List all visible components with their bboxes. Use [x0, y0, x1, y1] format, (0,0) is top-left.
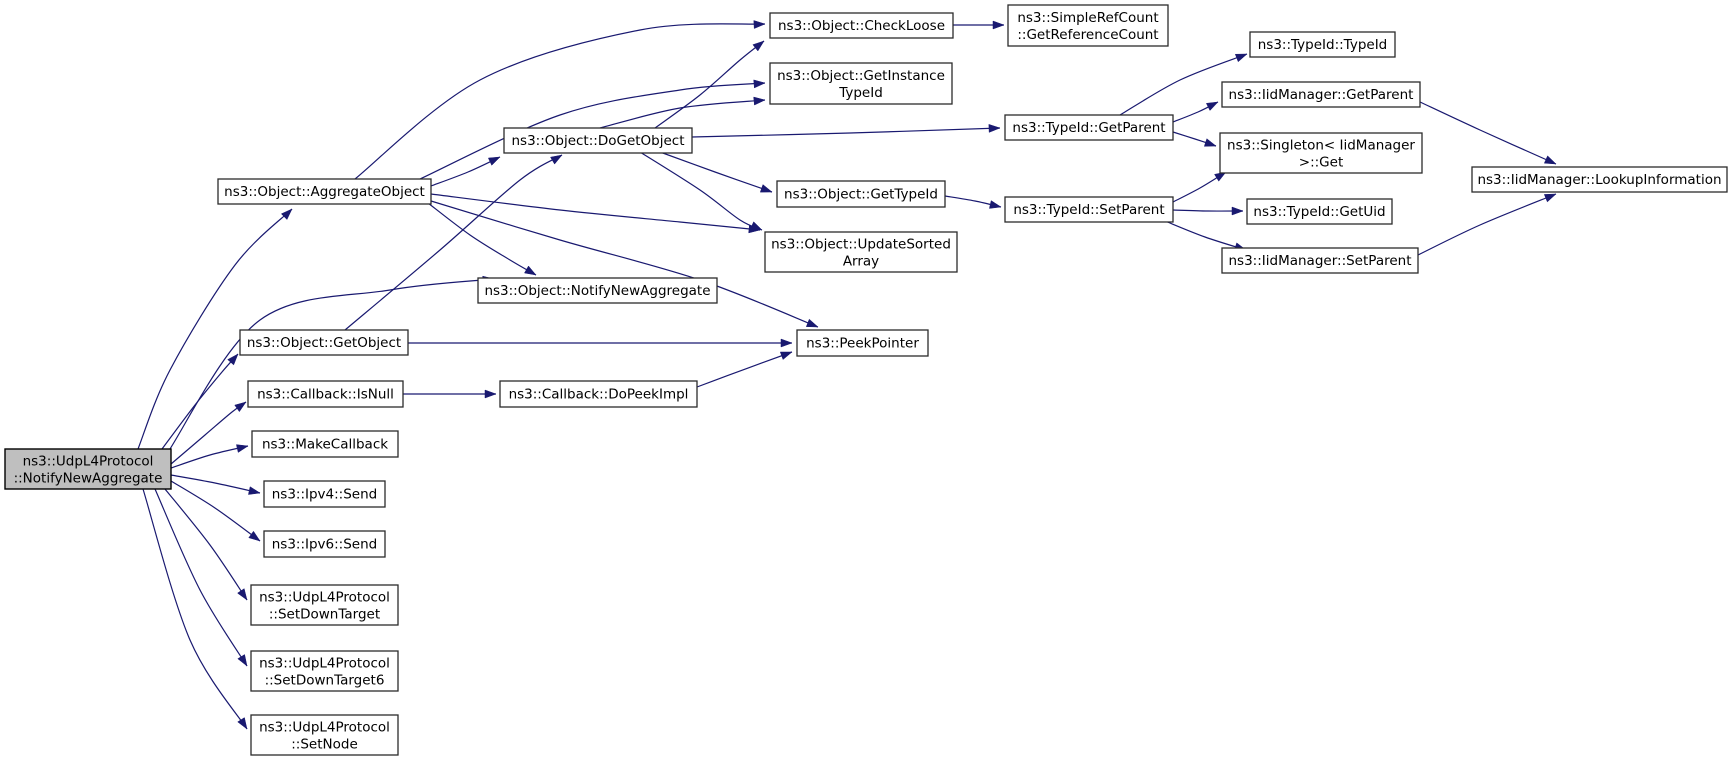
node-label — [1013, 202, 1164, 218]
node-label-line: ns3::Ipv6::Send — [271, 536, 378, 553]
node-label — [484, 283, 710, 299]
node-udp-l4-set-node[interactable] — [251, 715, 398, 755]
node-label-line: ns3::IidManager::LookupInformation — [1477, 172, 1722, 188]
node-label — [1229, 253, 1412, 269]
node-label-line: ns3::Callback::IsNull — [257, 386, 394, 403]
node-label — [247, 335, 401, 351]
node-label — [806, 336, 919, 352]
node-callback-is-null[interactable] — [248, 381, 403, 407]
node-label-line: ns3::TypeId::SetParent — [1013, 202, 1165, 218]
node-label — [1258, 37, 1388, 53]
node-label-line: TypeId — [839, 85, 883, 101]
node-iid-manager-set-parent[interactable] — [1222, 248, 1418, 273]
node-label-line: ns3::Object::DoGetObject — [511, 133, 685, 149]
node-label-line: ns3::Callback::DoPeekImpl — [508, 386, 689, 403]
node-label-line: ns3::Object::UpdateSorted — [771, 236, 951, 253]
node-udp-l4-notify-new-aggregate[interactable] — [5, 449, 171, 489]
node-object-update-sorted-array[interactable] — [765, 232, 957, 272]
node-label — [272, 537, 378, 553]
node-object-get-instance-type-id[interactable] — [770, 63, 952, 104]
node-label-line: ::SetDownTarget6 — [264, 672, 385, 689]
node-label — [1477, 172, 1721, 188]
node-label — [1017, 10, 1158, 43]
node-label — [509, 387, 689, 403]
node-udp-l4-set-down-target6[interactable] — [251, 651, 398, 691]
node-label — [259, 590, 390, 623]
node-label-line: ns3::Object::GetObject — [246, 335, 402, 351]
node-udp-l4-set-down-target[interactable] — [251, 585, 398, 625]
node-label-line: ns3::Object::CheckLoose — [777, 18, 946, 34]
node-simple-ref-count-get-reference-count[interactable] — [1008, 5, 1168, 46]
node-peek-pointer[interactable] — [797, 330, 928, 356]
node-iid-manager-get-parent[interactable] — [1222, 82, 1420, 107]
node-type-id-get-parent[interactable] — [1005, 115, 1173, 140]
node-singleton-iid-manager-get[interactable] — [1220, 133, 1422, 173]
node-label — [784, 187, 938, 203]
node-label — [257, 387, 394, 403]
node-object-get-object[interactable] — [240, 330, 408, 355]
node-label-line: ::NotifyNewAggregate — [13, 470, 163, 487]
node-label-line: ns3::TypeId::TypeId — [1257, 37, 1388, 53]
node-label-line: ns3::TypeId::GetParent — [1012, 120, 1166, 136]
node-label-line: Array — [842, 253, 880, 270]
node-label — [1253, 204, 1385, 220]
node-type-id-set-parent[interactable] — [1005, 197, 1173, 222]
node-label-line: ns3::UdpL4Protocol — [259, 655, 390, 672]
node-callback-do-peek-impl[interactable] — [500, 381, 697, 407]
node-label-line: ns3::SimpleRefCount — [1017, 10, 1159, 26]
node-object-check-loose[interactable] — [770, 13, 953, 38]
node-label-line: ns3::Ipv4::Send — [271, 486, 378, 503]
node-ipv4-send[interactable] — [264, 481, 385, 507]
node-label — [1229, 87, 1414, 103]
node-label-line: ::SetNode — [291, 736, 358, 753]
node-object-aggregate-object[interactable] — [218, 179, 431, 204]
node-label — [262, 437, 388, 453]
node-object-notify-new-aggregate[interactable] — [478, 278, 717, 303]
node-object-do-get-object[interactable] — [504, 128, 692, 153]
node-label-line: ::GetReferenceCount — [1017, 27, 1159, 43]
node-object-get-type-id[interactable] — [777, 181, 945, 207]
node-make-callback[interactable] — [252, 431, 398, 457]
node-label-line: >::Get — [1298, 154, 1344, 171]
node-label-line: ns3::IidManager::GetParent — [1228, 87, 1414, 103]
node-label-line: ns3::MakeCallback — [261, 436, 389, 453]
node-label-line: ns3::UdpL4Protocol — [22, 453, 154, 470]
node-label-line: ns3::Object::GetTypeId — [784, 186, 938, 203]
node-label-line: ns3::PeekPointer — [806, 335, 919, 352]
node-label — [272, 487, 378, 503]
node-label-line: ns3::UdpL4Protocol — [259, 589, 390, 606]
node-label — [259, 656, 390, 689]
node-type-id-type-id[interactable] — [1250, 32, 1395, 57]
node-label — [14, 454, 163, 487]
node-label — [511, 133, 684, 149]
node-type-id-get-uid[interactable] — [1247, 199, 1392, 224]
node-label-line: ns3::Singleton< IidManager — [1227, 137, 1415, 154]
node-label-line: ns3::IidManager::SetParent — [1228, 253, 1412, 269]
node-label-line: ns3::Object::AggregateObject — [224, 184, 425, 200]
node-label — [778, 18, 945, 34]
node-label-line: ns3::Object::NotifyNewAggregate — [484, 283, 711, 299]
node-label-line: ns3::TypeId::GetUid — [1253, 204, 1386, 220]
node-label-line: ns3::Object::GetInstance — [777, 68, 945, 84]
node-label — [224, 184, 425, 200]
node-ipv6-send[interactable] — [264, 531, 385, 557]
node-label-line: ::SetDownTarget — [268, 606, 381, 623]
node-label-line: ns3::UdpL4Protocol — [259, 719, 390, 736]
node-label — [1012, 120, 1165, 136]
node-iid-manager-lookup-information[interactable] — [1472, 167, 1727, 192]
